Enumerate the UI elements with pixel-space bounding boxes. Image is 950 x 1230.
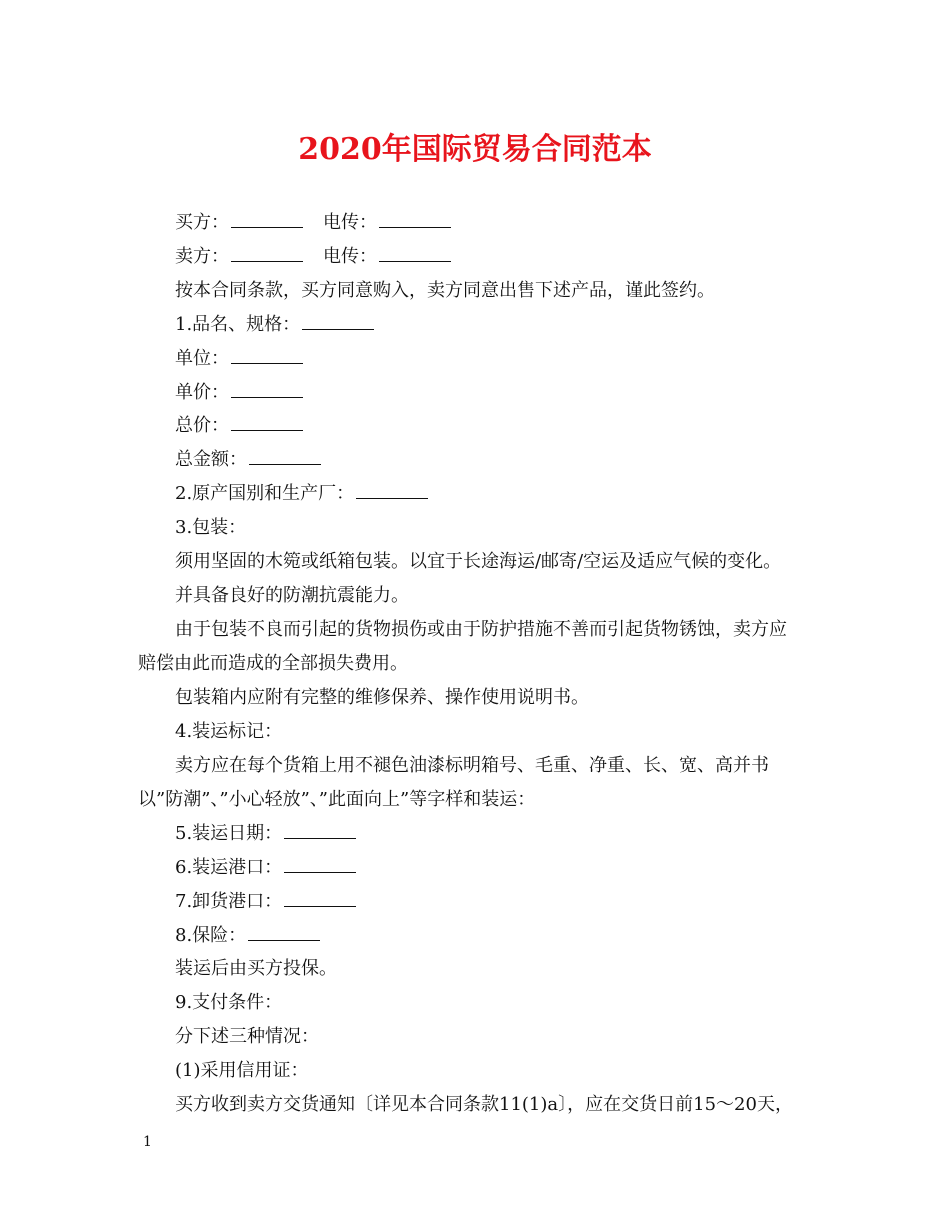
buyer-fax-blank bbox=[379, 213, 451, 228]
packing-paragraph-1: 须用坚固的木箢或纸箱包装。以宜于长途海运/邮寄/空运及适应气候的变化。 bbox=[175, 551, 782, 572]
item-8-line: 8.保险： bbox=[175, 924, 320, 948]
packing-paragraph-3a: 由于包装不良而引起的货物损伤或由于防护措施不善而引起货物锈蚀，卖方应 bbox=[175, 619, 787, 640]
total-price-line: 总价： bbox=[175, 414, 303, 438]
payment-intro: 分下述三种情况： bbox=[175, 1026, 319, 1047]
buyer-line: 买方： 电传： bbox=[175, 211, 451, 235]
packing-paragraph-4: 包装箱内应附有完整的维修保养、操作使用说明书。 bbox=[175, 687, 589, 708]
item-6-line: 6.装运港口： bbox=[175, 856, 356, 880]
item-9-heading: 9.支付条件： bbox=[175, 992, 283, 1013]
seller-blank bbox=[231, 247, 303, 262]
document-title: 2020年国际贸易合同范本 bbox=[298, 132, 652, 167]
payment-option-1: (1)采用信用证： bbox=[175, 1060, 309, 1081]
total-amount-line: 总金额： bbox=[175, 448, 321, 472]
seller-line: 卖方： 电传： bbox=[175, 245, 451, 269]
unit-line: 单位： bbox=[175, 347, 303, 371]
buyer-blank bbox=[231, 213, 303, 228]
item-2-line: 2.原产国别和生产厂： bbox=[175, 482, 428, 506]
marking-paragraph-b: 以”防潮”、”小心轻放”、”此面向上”等字样和装运： bbox=[138, 789, 536, 810]
item-7-line: 7.卸货港口： bbox=[175, 890, 356, 914]
packing-paragraph-2: 并具备良好的防潮抗震能力。 bbox=[175, 585, 409, 606]
payment-option-1-text: 买方收到卖方交货通知〔详见本合同条款11(1)a〕，应在交货日前15～20天， bbox=[175, 1094, 793, 1115]
item-3-heading: 3.包装： bbox=[175, 517, 247, 538]
seller-fax-blank bbox=[379, 247, 451, 262]
insurance-text: 装运后由买方投保。 bbox=[175, 958, 337, 979]
marking-paragraph-a: 卖方应在每个货箱上用不褪色油漆标明箱号、毛重、净重、长、宽、高并书 bbox=[175, 755, 769, 776]
unit-price-line: 单价： bbox=[175, 381, 303, 405]
page-number: 1 bbox=[143, 1134, 152, 1150]
intro-paragraph: 按本合同条款，买方同意购入，卖方同意出售下述产品，谨此签约。 bbox=[175, 280, 715, 301]
packing-paragraph-3b: 赔偿由此而造成的全部损失费用。 bbox=[138, 653, 408, 674]
item-1-line: 1.品名、规格： bbox=[175, 313, 374, 337]
item-5-line: 5.装运日期： bbox=[175, 822, 356, 846]
item-4-heading: 4.装运标记： bbox=[175, 721, 283, 742]
